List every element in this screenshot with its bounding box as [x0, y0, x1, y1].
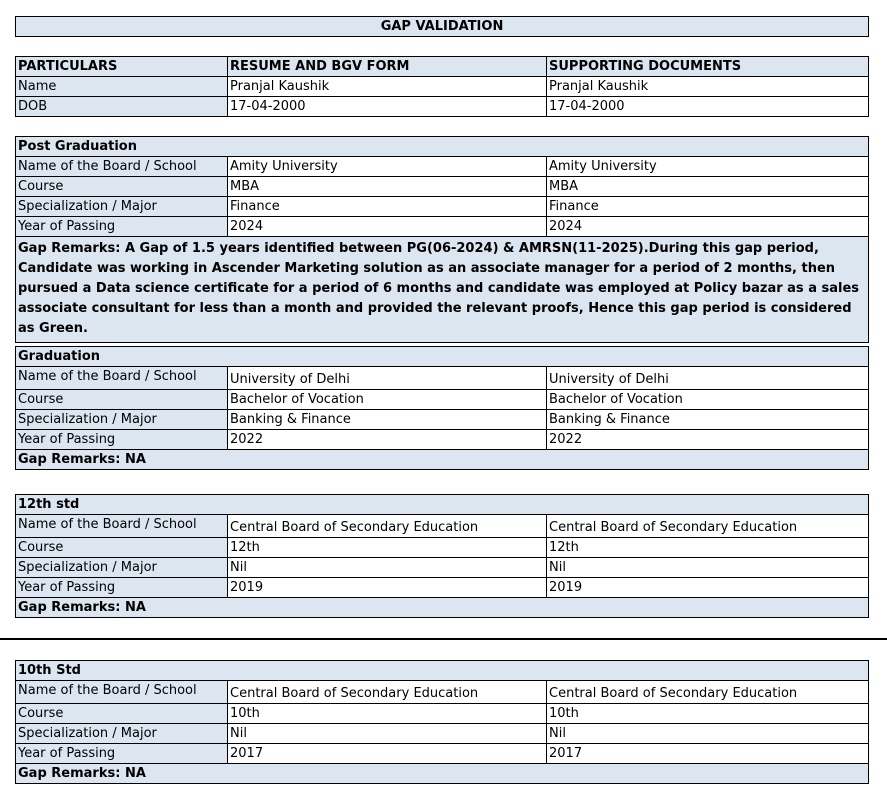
document-value: Banking & Finance [547, 410, 869, 430]
document-value: 2017 [547, 744, 869, 764]
row-label: Name of the Board / School [16, 367, 228, 390]
table-row [16, 217, 869, 237]
document-value: 10th [547, 704, 869, 724]
row-label: Name of the Board / School [16, 157, 228, 177]
header-resume-bgv: RESUME AND BGV FORM [228, 57, 547, 77]
table-row [16, 724, 869, 744]
resume-value: Finance [228, 197, 547, 217]
resume-value: 2017 [228, 744, 547, 764]
section-heading: Graduation [16, 347, 869, 367]
gap-remarks: Gap Remarks: A Gap of 1.5 years identified between PG(06-2024) & AMRSN(11-2025).During this gap period, Candidate was working in Ascender Marketing solution as an associate manager for a period of 2 months, then pursued a Data science certificate for a period of 6 months and candidate was employed at Policy bazar as a sales associate consultant for less than a month and provided the relevant proofs, Hence this gap period is considered as Green. [16, 237, 869, 343]
section-heading: 12th std [16, 495, 869, 515]
table-row [16, 515, 869, 538]
gap-remarks: Gap Remarks: NA [16, 764, 869, 784]
row-label: Year of Passing [16, 217, 228, 237]
row-label: Year of Passing [16, 430, 228, 450]
row-label: Name of the Board / School [16, 681, 228, 704]
header-supporting-docs: SUPPORTING DOCUMENTS [547, 57, 869, 77]
table-row [16, 704, 869, 724]
document-value: 12th [547, 538, 869, 558]
table-row [16, 538, 869, 558]
document-value: Nil [547, 558, 869, 578]
table-row [16, 367, 869, 390]
table-row [16, 430, 869, 450]
document-value: 17-04-2000 [547, 97, 869, 117]
table-row [16, 77, 869, 97]
table-row [16, 390, 869, 410]
resume-value: 17-04-2000 [228, 97, 547, 117]
section-post-graduation [15, 136, 869, 343]
row-label: Name [16, 77, 228, 97]
row-label: Specialization / Major [16, 197, 228, 217]
title-table [15, 16, 869, 37]
row-label: Specialization / Major [16, 410, 228, 430]
section-heading: 10th Std [16, 661, 869, 681]
document-value: Bachelor of Vocation [547, 390, 869, 410]
resume-value: Nil [228, 558, 547, 578]
row-label: Year of Passing [16, 744, 228, 764]
table-row [16, 558, 869, 578]
personal-table [15, 56, 869, 117]
row-label: Specialization / Major [16, 558, 228, 578]
section-10th-std [15, 660, 869, 784]
document-value: 2024 [547, 217, 869, 237]
document-value: Finance [547, 197, 869, 217]
document-value: Amity University [547, 157, 869, 177]
row-label: Course [16, 390, 228, 410]
row-label: Specialization / Major [16, 724, 228, 744]
document-value: Central Board of Secondary Education [547, 681, 869, 704]
table-row [16, 578, 869, 598]
row-label: Year of Passing [16, 578, 228, 598]
resume-value: Nil [228, 724, 547, 744]
document-value: Pranjal Kaushik [547, 77, 869, 97]
table-row [16, 681, 869, 704]
table-row [16, 197, 869, 217]
row-label: DOB [16, 97, 228, 117]
row-label: Course [16, 704, 228, 724]
resume-value: 2022 [228, 430, 547, 450]
row-label: Name of the Board / School [16, 515, 228, 538]
table-row [16, 97, 869, 117]
table-row [16, 157, 869, 177]
document-value: MBA [547, 177, 869, 197]
resume-value: Bachelor of Vocation [228, 390, 547, 410]
table-row [16, 744, 869, 764]
resume-value: MBA [228, 177, 547, 197]
resume-value: Central Board of Secondary Education [228, 681, 547, 704]
resume-value: Pranjal Kaushik [228, 77, 547, 97]
gap-remarks: Gap Remarks: NA [16, 598, 869, 618]
header-particulars: PARTICULARS [16, 57, 228, 77]
resume-value: 12th [228, 538, 547, 558]
row-label: Course [16, 177, 228, 197]
gap-remarks: Gap Remarks: NA [16, 450, 869, 470]
resume-value: 2024 [228, 217, 547, 237]
resume-value: 2019 [228, 578, 547, 598]
resume-value: Amity University [228, 157, 547, 177]
page-title: GAP VALIDATION [16, 17, 869, 37]
resume-value: Banking & Finance [228, 410, 547, 430]
section-12th-std [15, 494, 869, 618]
row-label: Course [16, 538, 228, 558]
resume-value: Central Board of Secondary Education [228, 515, 547, 538]
page-separator [0, 638, 887, 640]
table-row [16, 177, 869, 197]
resume-value: University of Delhi [228, 367, 547, 390]
document-value: University of Delhi [547, 367, 869, 390]
document-value: Central Board of Secondary Education [547, 515, 869, 538]
document-value: Nil [547, 724, 869, 744]
section-heading: Post Graduation [16, 137, 869, 157]
section-graduation [15, 346, 869, 470]
resume-value: 10th [228, 704, 547, 724]
document-value: 2022 [547, 430, 869, 450]
document-value: 2019 [547, 578, 869, 598]
table-row [16, 410, 869, 430]
